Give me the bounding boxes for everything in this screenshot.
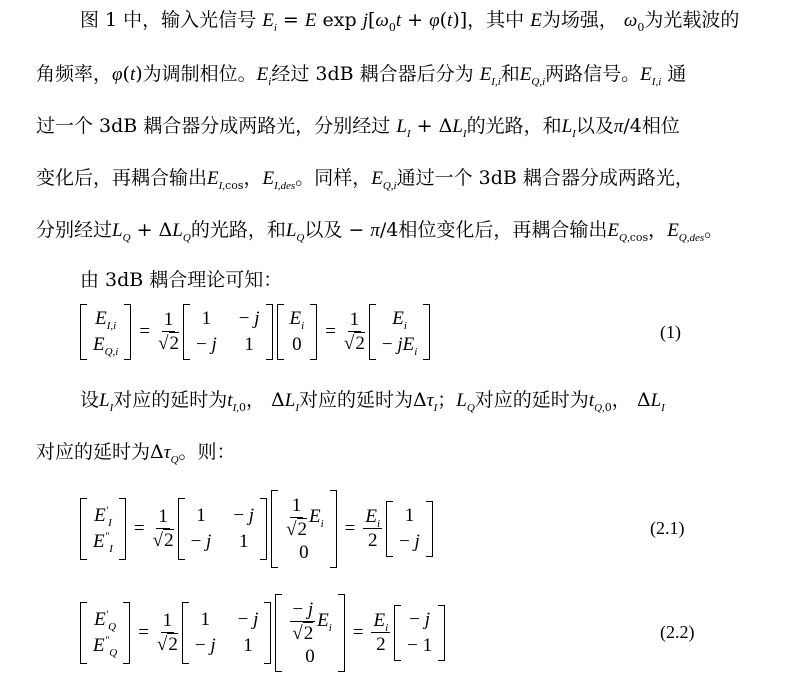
para1-line4: 变化后，再耦合输出$E_{I,cos}$，$E_{I,des}$。同样，$E_{Q,i}$通过一个 3dB 耦合器分成两路光， (36, 167, 694, 192)
para3-line2: 对应的延时为$\Delta\tau_Q$。则： (36, 441, 236, 466)
para3-line1: 设$L_I$对应的延时为$t_{I,0}$， $\Delta L_I$对应的延时为$\Delta\tau_I$；$L_Q$对应的延时为$t_{Q,0}$， $\Delta L_I$ (80, 389, 665, 414)
para1-line3: 过一个 3dB 耦合器分成两路光，分别经过 $L_I + \Delta L_I$的光路，和$L_I$以及π/4相位 (36, 115, 680, 140)
equation-1-number: (1) (660, 322, 681, 342)
equation-2-2-number: (2.2) (660, 622, 695, 642)
para2: 由 3dB 耦合理论可知： (80, 269, 283, 291)
equation-1: $E_{I,i}$ $E_{Q,i}$ = $\frac{1}{√2}$ 1 − j − j 1 $E_i$ 0 = $\frac{1}{√2}$ $E_i$ − $jE_i$ (78, 304, 432, 360)
equation-2-1: $E'_I$ $E^"_I$ = $\frac{1}{√2}$ 1 − j − j 1 $\frac{1}{√2}$ $E_i$ 0 = $\frac{E_i}{2}$ 1 − j (78, 490, 435, 568)
equation-2-2: $E'_Q$ $E^"_Q$ = $\frac{1}{√2}$ 1 − j − j 1 $\frac{- j}{√2}$ $E_i$ 0 = $\frac{E_i}{2}$ − j − 1 (78, 594, 447, 672)
equation-2-1-number: (2.1) (650, 518, 685, 538)
para1-line1: 图 1 中，输入光信号 $E_i = E$ $\exp j[\omega_0t + \varphi(t)]$，其中 E为场强， $\omega_0$为光载波的 (80, 9, 740, 34)
para1-line2: 角频率，φ(t)为调制相位。$E_i$经过 3dB 耦合器后分为 $E_{I,i}$和$E_{Q,i}$两路信号。$E_{I,i}$ 通 (36, 63, 687, 88)
para1-line5: 分别经过$L_Q + \Delta L_Q$的光路，和$L_Q$以及 − π/4相位变化后，再耦合输出$E_{Q,cos}$，$E_{Q,des}$。 (36, 219, 724, 244)
